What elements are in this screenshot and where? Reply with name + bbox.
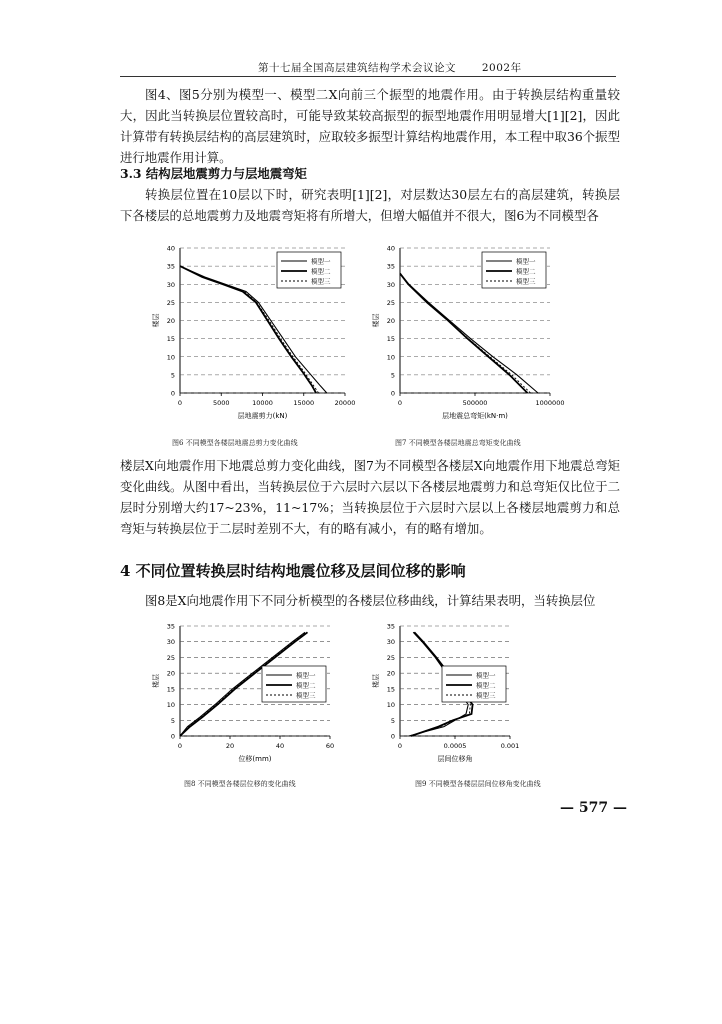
y-tick-label: 15: [166, 685, 175, 694]
paragraph-1: 图4、图5分别为模型一、模型二X向前三个振型的地震作用。由于转换层结构重量较大，因此当转换层位置较高时，可能导致某较高振型的振型地震作用明显增大[1][2]，因此计算带有转换层结构的高层建筑时，应取较多振型计算结构地震作用，本工程中取36个振型进行地震作用计算。: [120, 87, 620, 165]
y-tick-label: 15: [386, 685, 395, 694]
figure-9-chart: [365, 616, 590, 776]
page-number: — 577 —: [560, 800, 627, 816]
x-axis-label: 层间位移角: [437, 755, 473, 763]
legend-label-1: 模型一: [516, 257, 536, 266]
y-tick-label: 30: [166, 638, 175, 647]
figure-6-chart: [140, 238, 365, 423]
y-tick-label: 20: [166, 317, 175, 325]
y-tick-label: 25: [386, 653, 395, 662]
legend-label-2: 模型二: [296, 681, 316, 690]
series-line-1: [400, 273, 538, 393]
y-tick-label: 10: [386, 701, 395, 710]
figure-6-caption: 图6 不同模型各楼层地震总剪力变化曲线: [172, 439, 298, 447]
x-tick-label: 20: [225, 742, 235, 750]
y-axis-label: 楼层: [372, 313, 380, 328]
legend-box: [442, 666, 506, 702]
x-axis-label: 位移(mm): [238, 755, 272, 763]
y-tick-label: 35: [166, 262, 175, 271]
legend-box: [482, 252, 546, 288]
figure-7-caption: 图7 不同模型各楼层地震总弯矩变化曲线: [395, 439, 521, 447]
y-tick-label: 25: [386, 298, 395, 307]
legend-label-2: 模型二: [516, 267, 536, 276]
y-tick-label: 20: [166, 669, 175, 678]
figure-8-caption: 图8 不同模型各楼层位移的变化曲线: [184, 780, 296, 788]
x-tick-label: 0.0005: [443, 742, 467, 750]
x-tick-label: 15000: [293, 399, 315, 407]
conference-title: 第十七届全国高层建筑结构学术会议论文: [258, 62, 456, 74]
running-header: [258, 60, 544, 75]
header-year: 2002年: [481, 62, 522, 74]
legend-label-2: 模型二: [476, 681, 496, 690]
legend-box: [262, 666, 326, 702]
y-tick-label: 20: [386, 317, 395, 325]
figure-9-caption: 图9 不同模型各楼层层间位移角变化曲线: [415, 780, 541, 788]
y-tick-label: 35: [166, 622, 175, 631]
y-tick-label: 25: [166, 653, 175, 662]
section-3-3-heading: 3.3 结构层地震剪力与层地震弯矩: [120, 166, 307, 181]
x-tick-label: 60: [325, 742, 335, 750]
legend-label-1: 模型一: [476, 671, 496, 680]
y-tick-label: 15: [386, 335, 395, 344]
x-tick-label: 0: [397, 399, 403, 407]
section-4-heading: 4 不同位置转换层时结构地震位移及层间位移的影响: [120, 562, 466, 580]
y-tick-label: 40: [386, 244, 395, 253]
x-axis-label: 层地震总弯矩(kN·m): [442, 412, 508, 420]
legend-box: [277, 252, 341, 288]
legend-label-3: 模型三: [296, 691, 316, 700]
y-tick-label: 35: [386, 622, 395, 631]
legend-label-3: 模型三: [516, 277, 536, 286]
legend-label-3: 模型三: [311, 277, 331, 286]
x-tick-label: 5000: [212, 399, 230, 407]
y-axis-label: 楼层: [152, 313, 160, 328]
y-tick-label: 10: [166, 701, 175, 710]
y-tick-label: 35: [386, 262, 395, 271]
x-axis-label: 层地震剪力(kN): [237, 412, 288, 420]
y-tick-label: 10: [386, 353, 395, 362]
x-tick-label: 20000: [334, 399, 356, 407]
x-tick-label: 10000: [252, 399, 273, 407]
y-tick-label: 30: [166, 280, 175, 289]
legend-label-1: 模型一: [311, 257, 331, 266]
y-tick-label: 0: [390, 732, 395, 741]
x-tick-label: 0: [177, 742, 183, 750]
y-tick-label: 0: [170, 732, 175, 741]
figure-7-chart: [365, 238, 590, 423]
y-axis-label: 楼层: [372, 674, 380, 688]
y-tick-label: 40: [166, 244, 175, 253]
x-tick-label: 0.001: [500, 742, 520, 750]
y-tick-label: 10: [166, 353, 175, 362]
x-tick-label: 0: [177, 399, 183, 407]
x-tick-label: 0: [397, 742, 403, 750]
y-tick-label: 25: [166, 298, 175, 307]
y-tick-label: 30: [386, 280, 395, 289]
header-rule: [120, 76, 616, 77]
y-tick-label: 5: [170, 716, 175, 725]
x-tick-label: 40: [275, 742, 285, 750]
y-tick-label: 5: [390, 371, 395, 380]
y-tick-label: 5: [390, 716, 395, 725]
legend-label-1: 模型一: [296, 671, 316, 680]
y-axis-label: 楼层: [152, 674, 160, 688]
y-tick-label: 0: [170, 389, 175, 398]
figure-8-chart: [140, 616, 365, 776]
y-tick-label: 0: [390, 389, 395, 398]
y-tick-label: 20: [386, 669, 395, 678]
paragraph-2: 转换层位置在10层以下时，研究表明[1][2]，对层数达30层左右的高层建筑，转换层下各楼层的总地震剪力及地震弯矩将有所增大，但增大幅值并不很大，图6为不同模型各: [120, 187, 620, 223]
x-tick-label: 500000: [462, 399, 488, 407]
y-tick-label: 5: [170, 371, 175, 380]
legend-label-3: 模型三: [476, 691, 496, 700]
paragraph-4: 图8是X向地震作用下不同分析模型的各楼层位移曲线，计算结果表明，当转换层位: [145, 593, 596, 608]
legend-label-2: 模型二: [311, 267, 331, 276]
y-tick-label: 15: [166, 335, 175, 344]
paragraph-3: 楼层X向地震作用下地震总剪力变化曲线，图7为不同模型各楼层X向地震作用下地震总弯矩变化曲线。从图中看出，当转换层位于六层时六层以下各楼层地震剪力和总弯矩仅比位于二层时分别增大约17~23%，11~17%；当转换层位于六层时六层以上各楼层地震剪力和总弯矩与转换层位于二层时差别不大，有的略有减小，有的略有增加。: [120, 458, 620, 536]
y-tick-label: 30: [386, 638, 395, 647]
x-tick-label: 1000000: [535, 399, 565, 407]
